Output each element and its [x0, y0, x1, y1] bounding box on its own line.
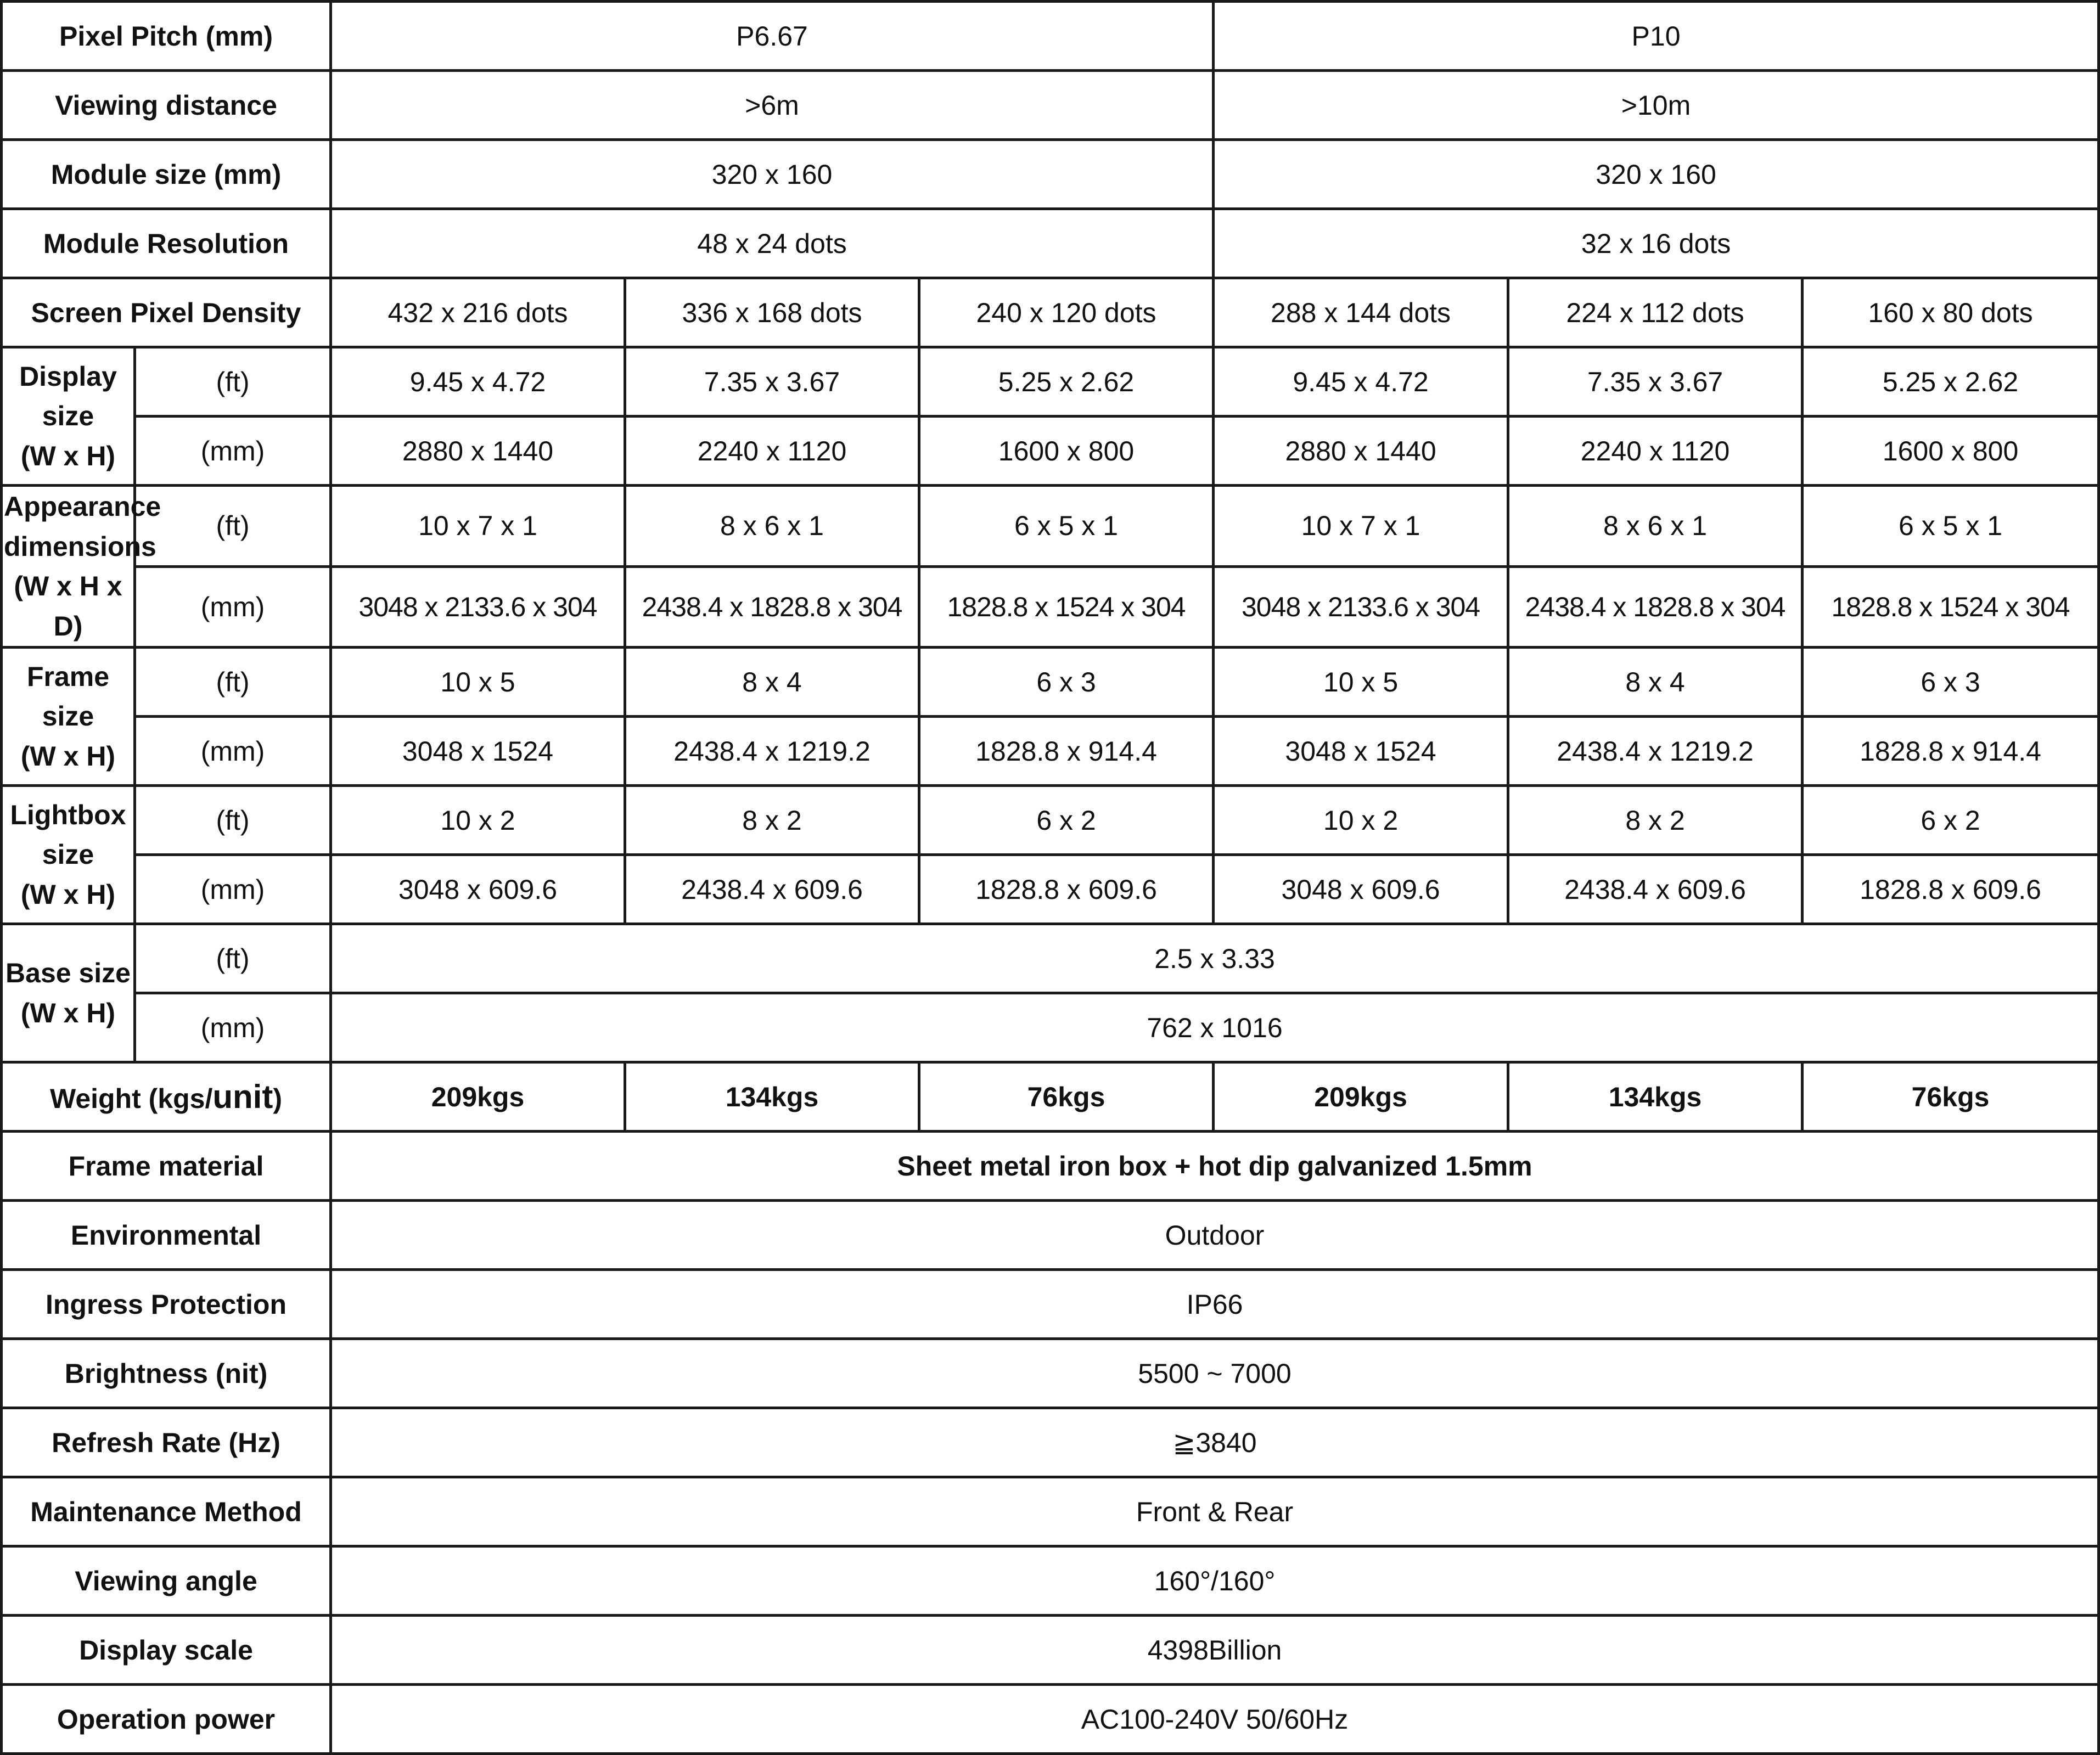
table-cell: 3048 x 609.6: [331, 855, 625, 924]
table-cell: 1828.8 x 609.6: [1803, 855, 2099, 924]
module-size-label: Module size (mm): [2, 140, 331, 209]
table-cell: 2438.4 x 609.6: [625, 855, 919, 924]
frame-size-label: [2, 648, 135, 786]
table-cell: 134kgs: [1508, 1062, 1803, 1132]
row-maintenance-method: [2, 1477, 2099, 1546]
viewing-distance-label: Viewing distance: [2, 71, 331, 140]
unit-mm: (mm): [135, 717, 331, 786]
row-display-size-ft: [2, 347, 2099, 417]
row-module-resolution: [2, 209, 2099, 278]
refresh-rate-value: ≧3840: [331, 1408, 2099, 1477]
row-brightness: [2, 1339, 2099, 1408]
base-size-mm-value: 762 x 1016: [331, 993, 2099, 1062]
table-cell: 1828.8 x 914.4: [1803, 717, 2099, 786]
display-scale-label: Display scale: [2, 1616, 331, 1685]
screen-pixel-density-label: Screen Pixel Density: [2, 278, 331, 347]
table-cell: 1600 x 800: [1803, 417, 2099, 486]
row-operation-power: [2, 1685, 2099, 1754]
table-cell: 7.35 x 3.67: [625, 347, 919, 417]
unit-ft: (ft): [135, 786, 331, 855]
table-cell: 1828.8 x 1524 x 304: [1803, 566, 2099, 648]
table-cell: 10 x 2: [331, 786, 625, 855]
table-cell: 134kgs: [625, 1062, 919, 1132]
table-cell: 2438.4 x 1828.8 x 304: [625, 566, 919, 648]
unit-mm: (mm): [135, 566, 331, 648]
appearance-dimensions-label: [2, 486, 161, 648]
base-size-label-line2: (W x H): [20, 997, 116, 1028]
table-cell: 10 x 7 x 1: [331, 486, 625, 567]
table-cell: 2240 x 1120: [1508, 417, 1803, 486]
table-cell: 2880 x 1440: [331, 417, 625, 486]
viewing-angle-label: Viewing angle: [2, 1546, 331, 1616]
row-weight: [2, 1062, 2099, 1132]
environmental-label: Environmental: [2, 1201, 331, 1270]
table-cell: 10 x 7 x 1: [1214, 486, 1508, 567]
table-cell: 8 x 6 x 1: [1508, 486, 1803, 567]
viewing-angle-value: 160°/160°: [331, 1546, 2099, 1616]
row-pixel-pitch: [2, 2, 2099, 71]
viewing-distance-p667: >6m: [331, 71, 1214, 140]
brightness-value: 5500 ~ 7000: [331, 1339, 2099, 1408]
table-cell: 8 x 4: [625, 648, 919, 717]
appearance-label-line1: Appearance: [4, 491, 161, 522]
unit-mm: (mm): [135, 855, 331, 924]
table-cell: 2438.4 x 1828.8 x 304: [1508, 566, 1803, 648]
table-cell: 8 x 4: [1508, 648, 1803, 717]
table-cell: 432 x 216 dots: [331, 278, 625, 347]
table-cell: 1600 x 800: [919, 417, 1214, 486]
maintenance-method-label: Maintenance Method: [2, 1477, 331, 1546]
row-ingress-protection: [2, 1270, 2099, 1339]
table-cell: 336 x 168 dots: [625, 278, 919, 347]
table-cell: 6 x 5 x 1: [1803, 486, 2099, 567]
table-cell: 160 x 80 dots: [1803, 278, 2099, 347]
module-size-p667: 320 x 160: [331, 140, 1214, 209]
table-cell: 76kgs: [1803, 1062, 2099, 1132]
weight-label-suffix: ): [273, 1083, 282, 1114]
table-cell: 6 x 2: [1803, 786, 2099, 855]
table-cell: 240 x 120 dots: [919, 278, 1214, 347]
module-resolution-label: Module Resolution: [2, 209, 331, 278]
row-refresh-rate: [2, 1408, 2099, 1477]
table-cell: 1828.8 x 914.4: [919, 717, 1214, 786]
row-frame-material: [2, 1132, 2099, 1201]
display-size-label: [2, 347, 135, 486]
unit-ft: (ft): [135, 486, 331, 567]
appearance-label-line3: (W x H x D): [14, 571, 122, 642]
unit-mm: (mm): [135, 993, 331, 1062]
base-size-ft-value: 2.5 x 3.33: [331, 924, 2099, 993]
environmental-value: Outdoor: [331, 1201, 2099, 1270]
table-cell: 7.35 x 3.67: [1508, 347, 1803, 417]
table-cell: 8 x 6 x 1: [625, 486, 919, 567]
row-frame-size-ft: [2, 648, 2099, 717]
display-size-label-line2: (W x H): [20, 440, 116, 471]
operation-power-label: Operation power: [2, 1685, 331, 1754]
frame-material-label: Frame material: [2, 1132, 331, 1201]
base-size-label-line1: Base size: [5, 958, 131, 988]
table-cell: 6 x 2: [919, 786, 1214, 855]
row-base-size-mm: [2, 993, 2099, 1062]
row-module-size: [2, 140, 2099, 209]
display-scale-value: 4398Billion: [331, 1616, 2099, 1685]
table-cell: 224 x 112 dots: [1508, 278, 1803, 347]
table-cell: 9.45 x 4.72: [331, 347, 625, 417]
pixel-pitch-label: Pixel Pitch (mm): [2, 2, 331, 71]
row-display-size-mm: [2, 417, 2099, 486]
table-cell: 209kgs: [1214, 1062, 1508, 1132]
table-cell: 1828.8 x 1524 x 304: [919, 566, 1214, 648]
table-cell: 2880 x 1440: [1214, 417, 1508, 486]
row-appearance-ft: [2, 486, 2099, 567]
table-cell: 2438.4 x 1219.2: [1508, 717, 1803, 786]
table-cell: 6 x 3: [1803, 648, 2099, 717]
row-lightbox-size-ft: [2, 786, 2099, 855]
brightness-label: Brightness (nit): [2, 1339, 331, 1408]
table-cell: 5.25 x 2.62: [919, 347, 1214, 417]
lightbox-size-label-line1: Lightbox size: [10, 799, 126, 870]
pixel-pitch-p667: P6.67: [331, 2, 1214, 71]
row-base-size-ft: [2, 924, 2099, 993]
module-resolution-p10: 32 x 16 dots: [1214, 209, 2099, 278]
table-cell: 10 x 2: [1214, 786, 1508, 855]
row-environmental: [2, 1201, 2099, 1270]
module-size-p10: 320 x 160: [1214, 140, 2099, 209]
row-viewing-distance: [2, 71, 2099, 140]
lightbox-size-label-line2: (W x H): [20, 879, 116, 910]
table-cell: 6 x 3: [919, 648, 1214, 717]
ingress-protection-value: IP66: [331, 1270, 2099, 1339]
table-cell: 10 x 5: [331, 648, 625, 717]
table-cell: 2438.4 x 609.6: [1508, 855, 1803, 924]
table-cell: 3048 x 2133.6 x 304: [1214, 566, 1508, 648]
table-cell: 209kgs: [331, 1062, 625, 1132]
table-cell: 3048 x 2133.6 x 304: [331, 566, 625, 648]
table-cell: 1828.8 x 609.6: [919, 855, 1214, 924]
frame-size-label-line2: (W x H): [20, 740, 116, 772]
base-size-label: [2, 924, 135, 1062]
table-cell: 3048 x 1524: [331, 717, 625, 786]
pixel-pitch-p10: P10: [1214, 2, 2099, 71]
table-cell: 3048 x 1524: [1214, 717, 1508, 786]
weight-label: [2, 1062, 331, 1132]
table-cell: 10 x 5: [1214, 648, 1508, 717]
frame-size-label-line1: Frame size: [26, 661, 110, 732]
unit-mm: (mm): [135, 417, 331, 486]
table-cell: 2438.4 x 1219.2: [625, 717, 919, 786]
row-display-scale: [2, 1616, 2099, 1685]
table-cell: 9.45 x 4.72: [1214, 347, 1508, 417]
unit-ft: (ft): [135, 347, 331, 417]
frame-material-value: Sheet metal iron box + hot dip galvanized 1.5mm: [331, 1132, 2099, 1201]
appearance-label-line2: dimensions: [4, 531, 156, 562]
viewing-distance-p10: >10m: [1214, 71, 2099, 140]
table-cell: 76kgs: [919, 1062, 1214, 1132]
refresh-rate-label: Refresh Rate (Hz): [2, 1408, 331, 1477]
operation-power-value: AC100-240V 50/60Hz: [331, 1685, 2099, 1754]
table-cell: 3048 x 609.6: [1214, 855, 1508, 924]
table-cell: 2240 x 1120: [625, 417, 919, 486]
maintenance-method-value: Front & Rear: [331, 1477, 2099, 1546]
module-resolution-p667: 48 x 24 dots: [331, 209, 1214, 278]
lightbox-size-label: [2, 786, 135, 924]
weight-label-prefix: Weight (kgs/: [50, 1083, 213, 1114]
row-appearance-mm: [2, 566, 2099, 648]
weight-label-unit: unit: [212, 1078, 273, 1115]
ingress-protection-label: Ingress Protection: [2, 1270, 331, 1339]
unit-ft: (ft): [135, 924, 331, 993]
display-size-label-line1: Display size: [19, 361, 117, 432]
unit-ft: (ft): [135, 648, 331, 717]
table-cell: 288 x 144 dots: [1214, 278, 1508, 347]
row-screen-pixel-density: [2, 278, 2099, 347]
table-cell: 6 x 5 x 1: [919, 486, 1214, 567]
row-frame-size-mm: [2, 717, 2099, 786]
row-viewing-angle: [2, 1546, 2099, 1616]
table-cell: 8 x 2: [1508, 786, 1803, 855]
row-lightbox-size-mm: [2, 855, 2099, 924]
table-cell: 8 x 2: [625, 786, 919, 855]
table-cell: 5.25 x 2.62: [1803, 347, 2099, 417]
